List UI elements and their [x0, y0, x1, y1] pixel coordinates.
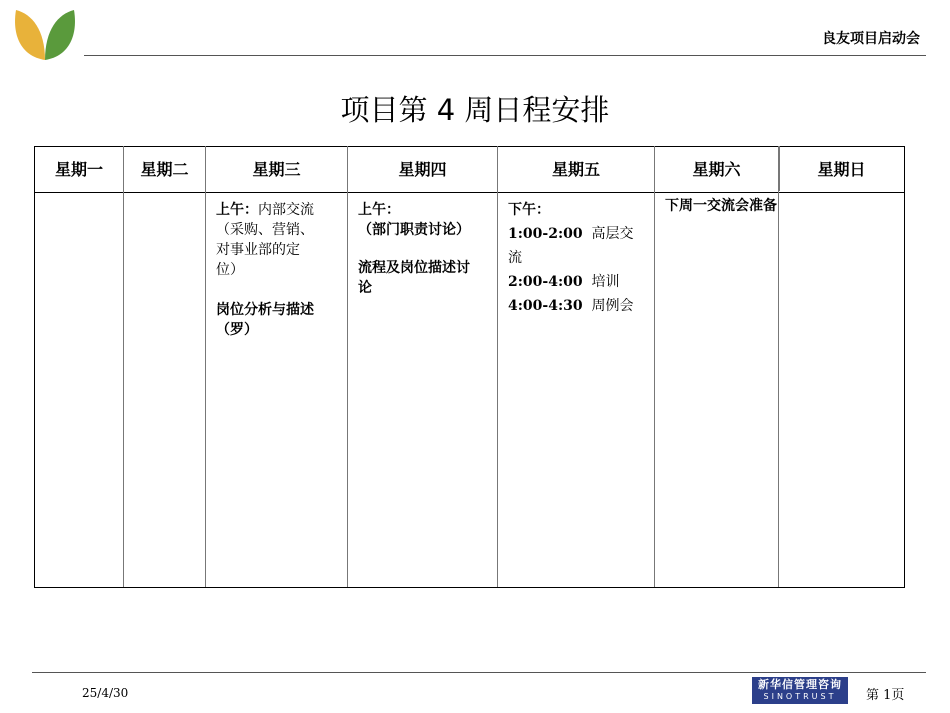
header-divider	[84, 55, 926, 56]
page-number: 第 1页	[866, 688, 905, 703]
friday-afternoon-label: 下午：	[508, 202, 550, 218]
friday-item	[508, 270, 646, 294]
thursday-task-2: 论	[358, 280, 372, 296]
column-wednesday	[206, 146, 348, 587]
schedule-table	[34, 146, 905, 588]
thursday-morning-text: （部门职责讨论）	[358, 222, 470, 238]
column-saturday	[655, 146, 779, 587]
friday-item	[508, 222, 646, 270]
wednesday-task-2: （罗）	[216, 322, 258, 338]
brand-name-cn: 新华信管理咨询	[758, 678, 842, 691]
column-thursday	[348, 146, 498, 587]
wednesday-detail-1: （采购、营销、	[216, 222, 314, 238]
friday-item-time: 4:00-4:30	[508, 298, 583, 314]
day-header-thursday: 星期四	[398, 160, 447, 179]
thursday-morning-label: 上午：	[358, 202, 400, 218]
saturday-text: 下周一交流会准备	[665, 198, 777, 214]
day-header-wednesday: 星期三	[252, 160, 301, 179]
friday-content	[508, 198, 646, 318]
column-friday	[498, 146, 655, 587]
day-header-saturday: 星期六	[692, 160, 741, 179]
brand-name-en: SINOTRUST	[763, 692, 837, 701]
friday-item	[508, 294, 646, 318]
column-sunday	[779, 146, 903, 587]
friday-item-text: 培训	[591, 274, 620, 290]
wednesday-detail-2: 对事业部的定	[216, 242, 300, 258]
wednesday-task-1: 岗位分析与描述	[216, 302, 314, 318]
page-title: 项目第 4 周日程安排	[340, 93, 610, 127]
wednesday-morning-text: 内部交流	[258, 202, 314, 218]
wednesday-detail-3: 位）	[216, 262, 244, 278]
day-header-monday: 星期一	[54, 160, 103, 179]
footer-date: 25/4/30	[82, 686, 129, 700]
column-monday	[35, 146, 124, 587]
thursday-content	[358, 200, 489, 298]
day-header-friday: 星期五	[551, 160, 600, 179]
day-header-tuesday: 星期二	[140, 160, 189, 179]
wednesday-morning-label: 上午：	[216, 202, 258, 218]
column-tuesday	[124, 146, 206, 587]
friday-item-text: 高层交流	[508, 226, 634, 266]
friday-item-time: 1:00-2:00	[508, 226, 583, 242]
sinotrust-logo	[752, 677, 848, 704]
wednesday-content	[216, 200, 339, 340]
header-title: 良友项目启动会	[822, 31, 920, 47]
friday-item-time: 2:00-4:00	[508, 274, 583, 290]
footer-divider	[32, 672, 926, 673]
day-header-sunday: 星期日	[779, 146, 903, 191]
friday-item-text: 周例会	[591, 298, 634, 314]
leaf-logo-icon	[12, 4, 78, 62]
thursday-task-1: 流程及岗位描述讨	[358, 260, 470, 276]
